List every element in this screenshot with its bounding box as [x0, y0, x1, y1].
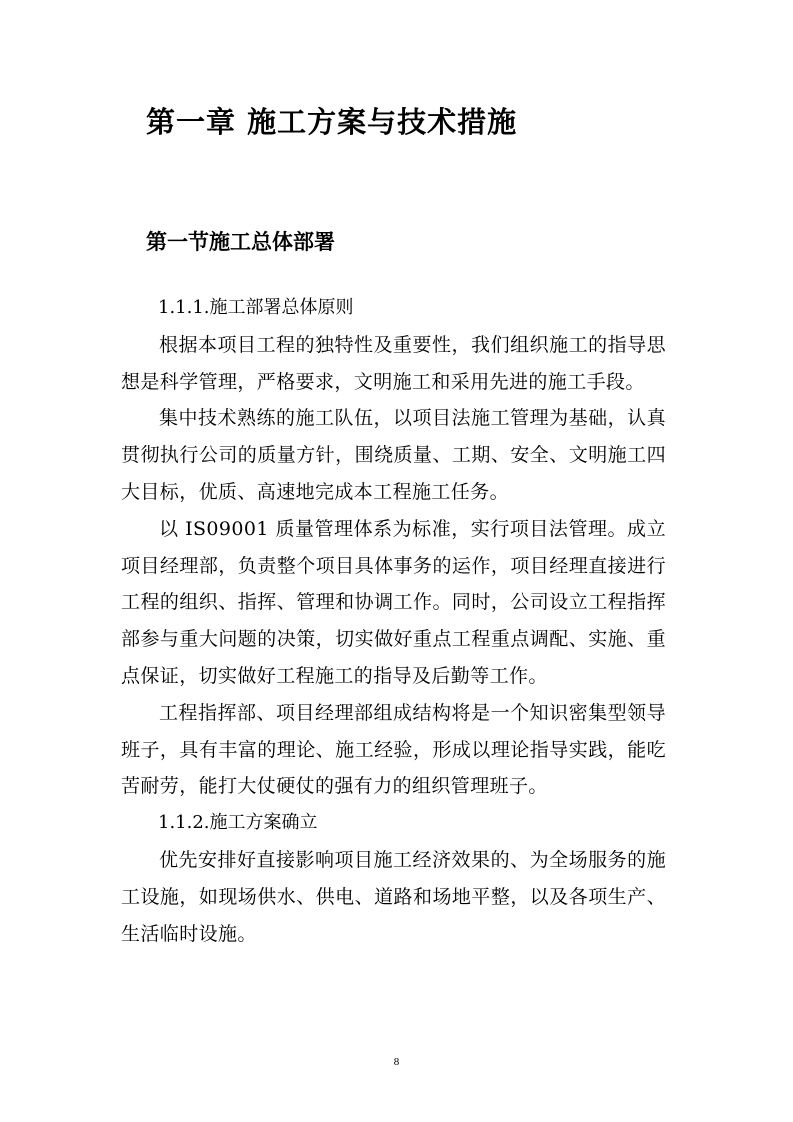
- subsection-heading-1-1-1: 1.1.1.施工部署总体原则: [158, 297, 354, 318]
- section-title: 第一节施工总体部署: [146, 229, 335, 254]
- document-body: [121, 290, 666, 952]
- paragraph-guiding-principle: 根据本项目工程的独特性及重要性，我们组织施工的指导思想是科学管理，严格要求，文明施工和采用先进的施工手段。: [121, 333, 666, 393]
- paragraph-construction-team: 集中技术熟练的施工队伍，以项目法施工管理为基础，认真贯彻执行公司的质量方针，围绕质量、工期、安全、文明施工四大目标，优质、高速地完成本工程施工任务。: [121, 407, 666, 503]
- paragraph-management-team: 工程指挥部、项目经理部组成结构将是一个知识密集型领导班子，具有丰富的理论、施工经验，形成以理论指导实践，能吃苦耐劳，能打大仗硬仗的强有力的组织管理班子。: [121, 701, 666, 798]
- subsection-heading-1-1-2: 1.1.2.施工方案确立: [158, 812, 318, 834]
- paragraph-temporary-facilities: 优先安排好直接影响项目施工经济效果的、为全场服务的施工设施，如现场供水、供电、道路和场地平整，以及各项生产、生活临时设施。: [121, 848, 666, 945]
- paragraph-quality-system: 以 IS09001 质量管理体系为标准，实行项目法管理。成立项目经理部，负责整个项目具体事务的运作，项目经理直接进行工程的组织、指挥、管理和协调工作。同时，公司设立工程指挥部参与重大问题的决策，切实做好重点工程重点调配、实施、重点保证，切实做好工程施工的指导及后勤等工作。: [121, 517, 666, 687]
- chapter-title: 第一章 施工方案与技术措施: [146, 105, 518, 139]
- page-number: 8: [393, 1056, 400, 1068]
